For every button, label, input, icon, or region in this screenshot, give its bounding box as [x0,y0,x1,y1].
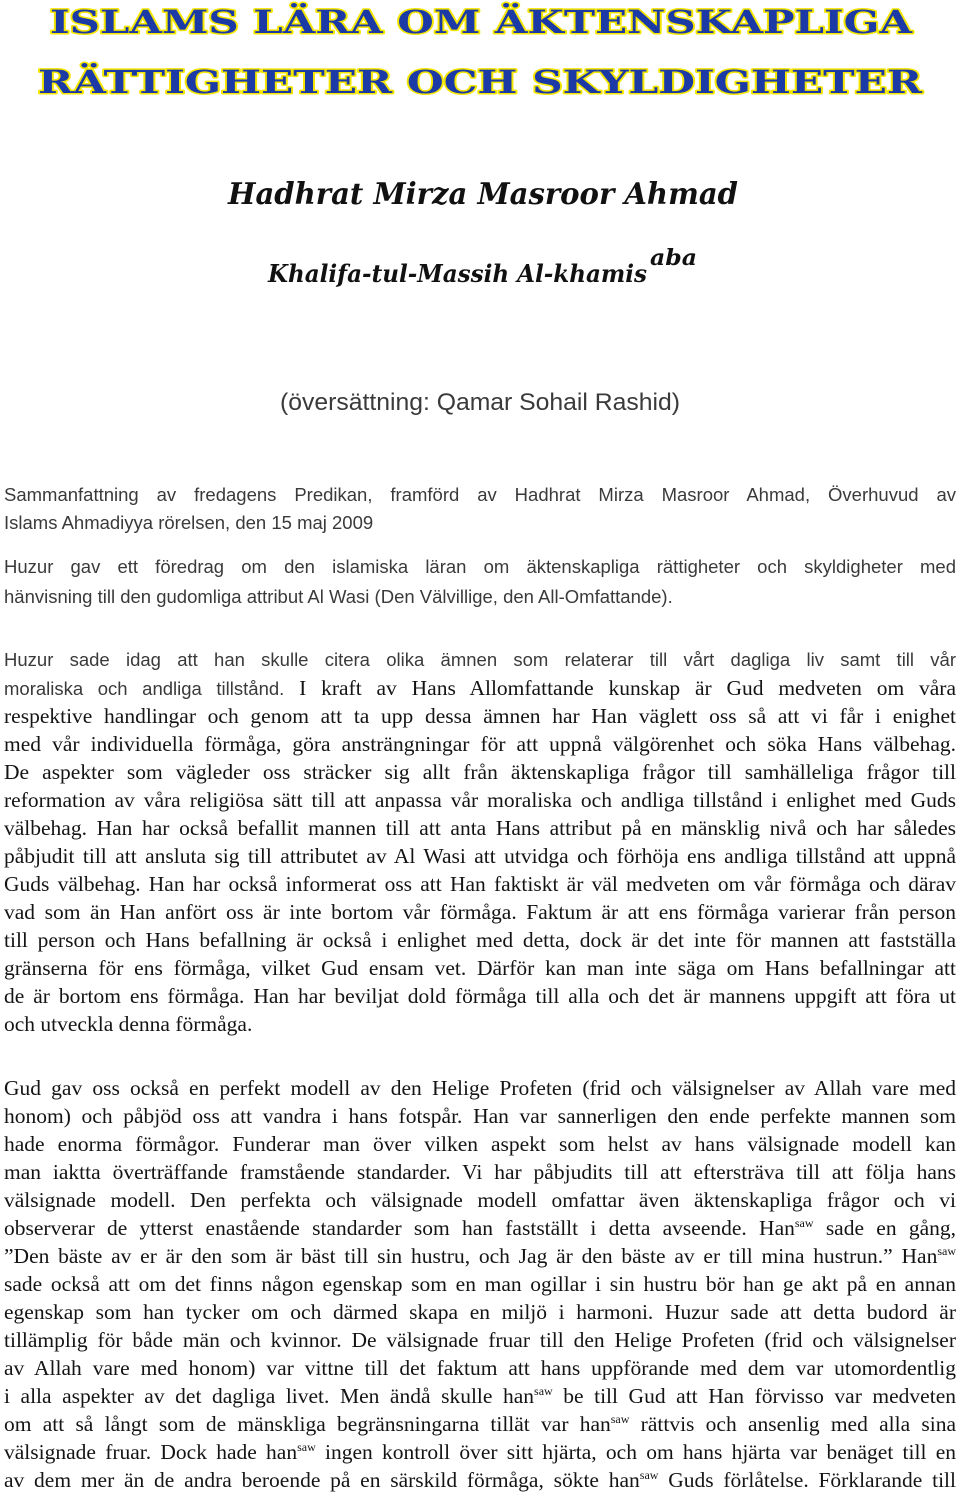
intro-paragraph [4,552,956,612]
text-line: gränserna för ens förmåga, vilket Gud ensam vet. Därför kan man inte säga om Hans befallningar att [4,956,956,980]
text-line: Gud gav oss också en perfekt modell av den Helige Profeten (frid och välsignelser av Allah vare med [4,1076,956,1100]
superscript-saw: saw [297,1440,316,1454]
text-line: reformation av våra religiösa sätt till att anpassa vår moraliska och andliga tillstånd i enlighet med Guds [4,788,956,812]
text-line: Huzur sade idag att han skulle citera olika ämnen som relaterar till vårt dagliga liv samt till vår [4,649,956,670]
author-title: Khalifa-tul-Massih Al-khamis [267,259,648,288]
text-line: honom) och påbjöd oss att vandra i hans fotspår. Han var sannerligen den ende perfekte mannen som [4,1104,956,1128]
text-line [4,1214,956,1242]
text-segment: rättvis och ansenlig med alla sina [629,1412,956,1436]
text-line: hänvisning till den gudomliga attribut Al Wasi (Den Välvillige, den All-Omfattande). [4,586,673,607]
body-paragraph [4,1074,956,1494]
text-segment: ”Den bäste av er är den som är bäst till sin hustru, och Jag är den bäste av er till mina hustrun.” Han [4,1244,938,1268]
text-line [4,1438,956,1466]
superscript-saw: saw [610,1412,630,1426]
text-line: Guds välbehag. Han har också informerat oss att Han faktiskt är väl medveten om vår förmåga och därav [4,872,956,896]
text-line: egenskap som han tycker om och därmed skapa en miljö i harmoni. Huzur sade att detta budord är [4,1300,956,1324]
text-line: med vår individuella förmåga, göra ansträngningar för att uppnå välgörenhet och söka Hans välbehag. [4,732,956,756]
text-line: Islams Ahmadiyya rörelsen, den 15 maj 2009 [4,512,374,533]
text-segment: I kraft av Hans Allomfattande kunskap är Gud medveten om våra [284,676,957,700]
text-line: hade enorma förmågor. Funderar man över vilken aspekt som helst av hans välsignade modell kan [4,1132,956,1156]
superscript-saw: saw [937,1244,956,1258]
text-line: Sammanfattning av fredagens Predikan, framförd av Hadhrat Mirza Masroor Ahmad, Överhuvud av [4,484,956,505]
text-line: respektive handlingar och genom att ta upp dessa ämnen har Han väglett oss så att vi får i enighet [4,704,956,728]
text-line: vad som än Han anfört oss är inte bortom vår förmåga. Faktum är att ens förmåga varierar från person [4,900,956,924]
text-segment: i alla aspekter av det dagliga livet. Men ändå skulle han [4,1384,535,1408]
text-line [4,1382,956,1410]
text-line [4,674,956,702]
text-segment: av dem mer än de andra beroende på en särskild förmåga, sökte han [4,1468,640,1492]
text-segment: om att så långt som de mänskliga begränsningarna tillät var han [4,1412,611,1436]
summary-paragraph [4,481,956,537]
text-segment: moraliska och andliga tillstånd. [4,678,285,699]
text-line: De aspekter som vägleder oss sträcker sig allt från äktenskapliga frågor till samhälleliga frågor till [4,760,956,784]
text-line [4,1466,956,1494]
text-segment: välsignade fruar. Dock hade han [4,1440,298,1464]
text-segment: ingen kontroll över sitt hjärta, och om hans hjärta var benäget till en [315,1440,956,1464]
superscript-saw: saw [794,1216,814,1230]
text-segment: be till Gud att Han förvisso var medveten [552,1384,956,1408]
document-title-line-1: ISLAMS LÄRA OM ÄKTENSKAPLIGA [50,3,914,41]
superscript-saw: saw [534,1384,553,1398]
document-header [0,0,960,430]
document-title-line-2: RÄTTIGHETER OCH SKYLDIGHETER [38,63,923,101]
text-segment: Guds förlåtelse. Förklarande till [658,1468,956,1492]
author-title-superscript: aba [650,245,697,271]
author-name: Hadhrat Mirza Masroor Ahmad [227,177,739,212]
text-line: man iaktta överträffande framstående standarder. Vi har påbjudits till att eftersträva till att följa hans [4,1160,956,1184]
text-line: tillämplig för både män och kvinnor. De välsignade fruar till den Helige Profeten (frid och välsignelser [4,1328,956,1352]
text-line: påbjudit till att ansluta sig till attributet av Al Wasi att utvidga och förhöja ens andliga tillstånd att uppnå [4,844,956,868]
text-segment: observerar de ytterst enastående standarder som han fastställt i detta avseende. Han [4,1216,795,1240]
superscript-saw: saw [639,1468,659,1482]
text-line: Huzur gav ett föredrag om den islamiska läran om äktenskapliga rättigheter och skyldigheter med [4,556,956,577]
text-line: av Allah vare med honom) var vittne till det faktum att hans uppförande med dem var utomordentlig [4,1356,956,1380]
text-line: välsignade modell. Den perfekta och välsignade modell omfattar även äktenskapliga frågor och vi [4,1188,956,1212]
body-paragraph [4,646,956,1038]
text-line: till person och Hans befallning är också i enlighet med detta, dock är det inte för mannen att fastställa [4,928,956,952]
text-line [4,1410,956,1438]
text-segment: sade en gång, [813,1216,956,1240]
text-line: de är bortom ens förmåga. Han har beviljat dold förmåga till alla och det är mannens uppgift att föra ut [4,984,956,1008]
text-line: sade också att om det finns någon egenskap som en man ogillar i sin hustru bör han ge akt på en annan [4,1272,956,1296]
text-line: välbehag. Han har också befallit mannen till att anta Hans attribut på en mänsklig nivå och har således [4,816,956,840]
text-line: och utveckla denna förmåga. [4,1012,253,1036]
text-line [4,1242,956,1270]
translator-credit: (översättning: Qamar Sohail Rashid) [280,389,680,416]
